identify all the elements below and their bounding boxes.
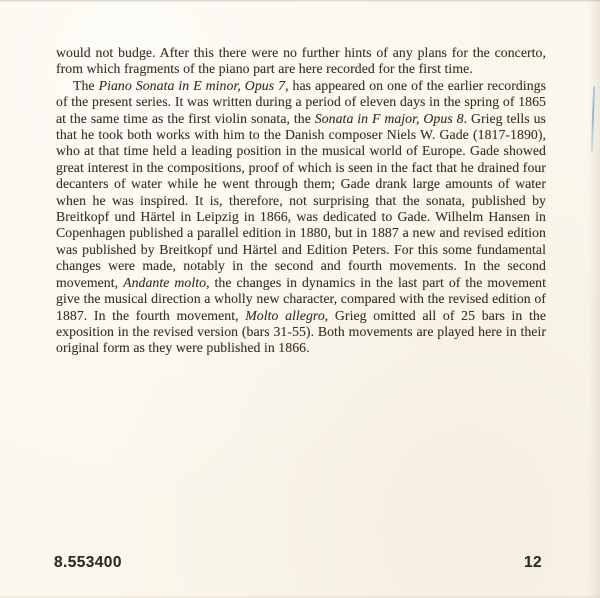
text-segment-italic: Piano Sonata in E minor, Opus 7	[98, 77, 286, 93]
text-segment-italic: Sonata in F major, Opus 8	[314, 110, 464, 126]
text-segment: , has appeared on one of the earlier recordings of the present series. It was written during a period of eleven days in the spring of 1865 at the same time as the first violin sonata, the	[56, 77, 547, 126]
paragraph	[56, 78, 546, 357]
text-segment-italic: Molto allegro	[245, 307, 325, 323]
page-number: 12	[524, 554, 543, 571]
text-segment: The	[73, 77, 99, 93]
text-segment: , Grieg omitted all of 25 bars in the exposition in the revised version (bars 31-55). Both movements are played here in their original form as they were published in 1866.	[56, 307, 546, 356]
text-segment-italic: Andante molto	[123, 274, 207, 290]
text-segment: . Grieg tells us that he took both works with him to the Danish composer Niels W. Gade (1817-1890), who at that time held a leading position in the musical world of Europe. Gade showed great interest in the compositions, proof of which is seen in the fact that he drained four decanters of water while he went through them; Gade drank large amounts of water when he was inspired. It is, therefore, not surprising that the sonata, published by Breitkopf und Härtel in Leipzig in 1866, was dedicated to Gade. Wilhelm Hansen in Copenhagen published a parallel edition in 1880, but in 1887 a new and revised edition was published by Breitkopf und Härtel and Edition Peters. For this some fundamental changes were made, notably in the second and fourth movements. In the second movement,	[56, 110, 546, 290]
text-segment: , the changes in dynamics in the last part of the movement give the musical direction a wholly new character, compared with the revised edition of 1887. In the fourth movement,	[56, 274, 546, 323]
catalog-number: 8.553400	[54, 554, 122, 571]
text-segment: would not budge. After this there were no further hints of any plans for the concerto, from which fragments of the piano part are here recorded for the first time.	[56, 45, 546, 77]
body-text	[56, 45, 546, 357]
paragraph	[56, 45, 546, 78]
page-top-edge-shadow	[0, 0, 600, 2]
